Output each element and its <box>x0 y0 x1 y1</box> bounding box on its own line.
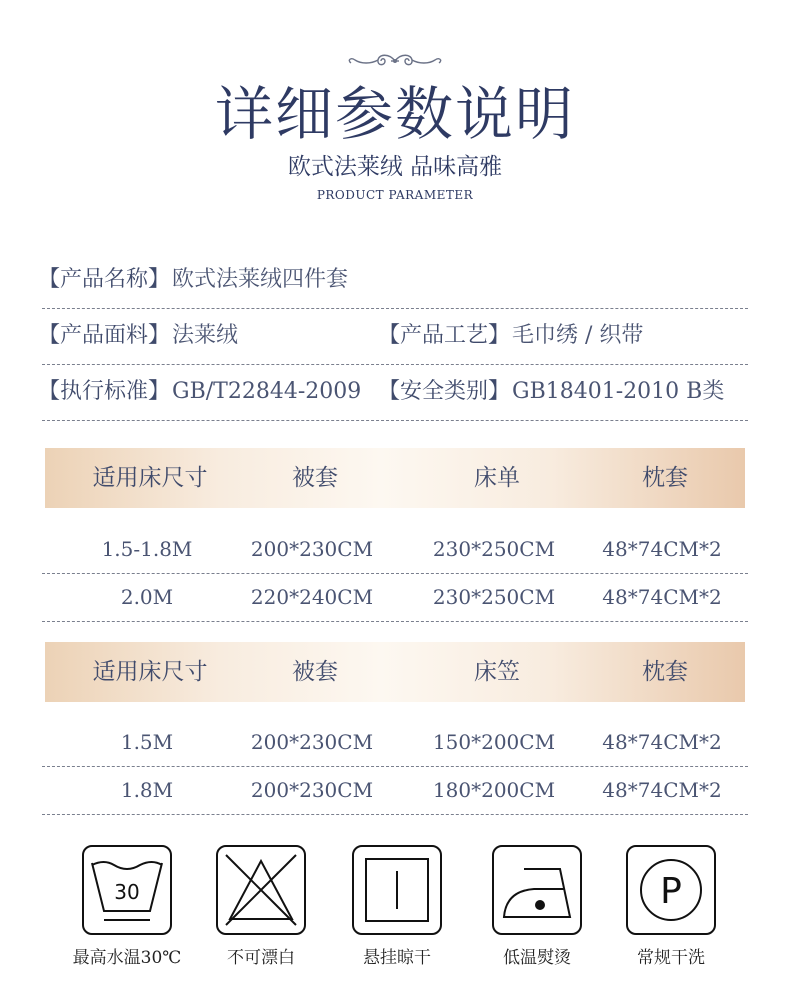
table-cell: 1.5M <box>120 730 174 754</box>
header-cell-bed-size: 适用床尺寸 <box>92 465 208 491</box>
spec-key: 【产品面料】 <box>38 323 171 348</box>
care-item-bleach <box>201 845 321 968</box>
table-row <box>42 718 748 767</box>
hang-dry-icon <box>352 845 442 935</box>
spec-row-name <box>38 252 748 309</box>
care-item-iron <box>477 845 597 968</box>
care-label: 常规干洗 <box>637 948 705 968</box>
care-label: 低温熨烫 <box>503 948 571 968</box>
table-cell: 230*250CM <box>432 537 556 561</box>
care-label: 最高水温30℃ <box>72 948 182 968</box>
spec-row-standard <box>38 364 748 421</box>
spec-key: 【安全类别】 <box>378 379 511 404</box>
table-cell: 48*74CM*2 <box>602 730 722 754</box>
header-cell-pillowcase: 枕套 <box>642 659 688 685</box>
table-cell: 1.8M <box>120 778 174 802</box>
dry-clean-symbol: P <box>660 871 682 912</box>
table-row <box>42 525 748 574</box>
care-item-hang-dry <box>337 845 457 968</box>
wash-temperature: 30 <box>114 880 140 904</box>
header-cell-duvet-cover: 被套 <box>292 659 338 685</box>
care-item-wash <box>67 845 187 968</box>
spec-standard <box>38 364 361 420</box>
spec-value: GB/T22844-2009 <box>172 379 362 404</box>
table-row <box>42 766 748 815</box>
size-table-2-header <box>45 642 745 702</box>
wash-30-icon <box>82 845 172 935</box>
header-cell-pillowcase: 枕套 <box>642 465 688 491</box>
table-cell: 48*74CM*2 <box>602 585 722 609</box>
table-cell: 230*250CM <box>432 585 556 609</box>
table-cell: 200*230CM <box>250 730 374 754</box>
page-title: 详细参数说明 <box>214 80 575 148</box>
table-cell: 150*200CM <box>432 730 556 754</box>
spec-safety <box>378 364 724 420</box>
table-cell: 200*230CM <box>250 537 374 561</box>
header-cell-fitted-sheet: 床笠 <box>474 659 520 685</box>
spec-value: 法莱绒 <box>172 323 239 348</box>
table-cell: 48*74CM*2 <box>602 537 722 561</box>
page-subtitle: 欧式法莱绒 品味高雅 <box>287 154 503 180</box>
no-bleach-icon <box>216 845 306 935</box>
spec-value: 欧式法莱绒四件套 <box>172 267 349 292</box>
table-cell: 1.5-1.8M <box>101 537 193 561</box>
header-cell-duvet-cover: 被套 <box>292 465 338 491</box>
spec-key: 【执行标准】 <box>38 379 171 404</box>
care-item-dry-clean <box>611 845 731 968</box>
size-table-1-header <box>45 448 745 508</box>
header-cell-bed-sheet: 床单 <box>474 465 520 491</box>
spec-value: GB18401-2010 B类 <box>512 379 725 404</box>
spec-key: 【产品工艺】 <box>378 323 511 348</box>
spec-craft <box>378 308 643 364</box>
table-cell: 220*240CM <box>250 585 374 609</box>
spec-product-name <box>38 252 348 308</box>
table-row <box>42 573 748 622</box>
iron-low-icon <box>492 845 582 935</box>
care-label: 悬挂晾干 <box>363 948 431 968</box>
table-cell: 2.0M <box>120 585 174 609</box>
spec-value: 毛巾绣 / 织带 <box>512 323 644 348</box>
header-cell-bed-size: 适用床尺寸 <box>92 659 208 685</box>
spec-key: 【产品名称】 <box>38 267 171 292</box>
page-caption: PRODUCT PARAMETER <box>316 188 474 202</box>
table-cell: 200*230CM <box>250 778 374 802</box>
spec-row-fabric <box>38 308 748 365</box>
dry-clean-p-icon <box>626 845 716 935</box>
spec-fabric <box>38 308 238 364</box>
scroll-ornament-icon <box>345 50 445 72</box>
table-cell: 180*200CM <box>432 778 556 802</box>
care-label: 不可漂白 <box>227 948 295 968</box>
table-cell: 48*74CM*2 <box>602 778 722 802</box>
